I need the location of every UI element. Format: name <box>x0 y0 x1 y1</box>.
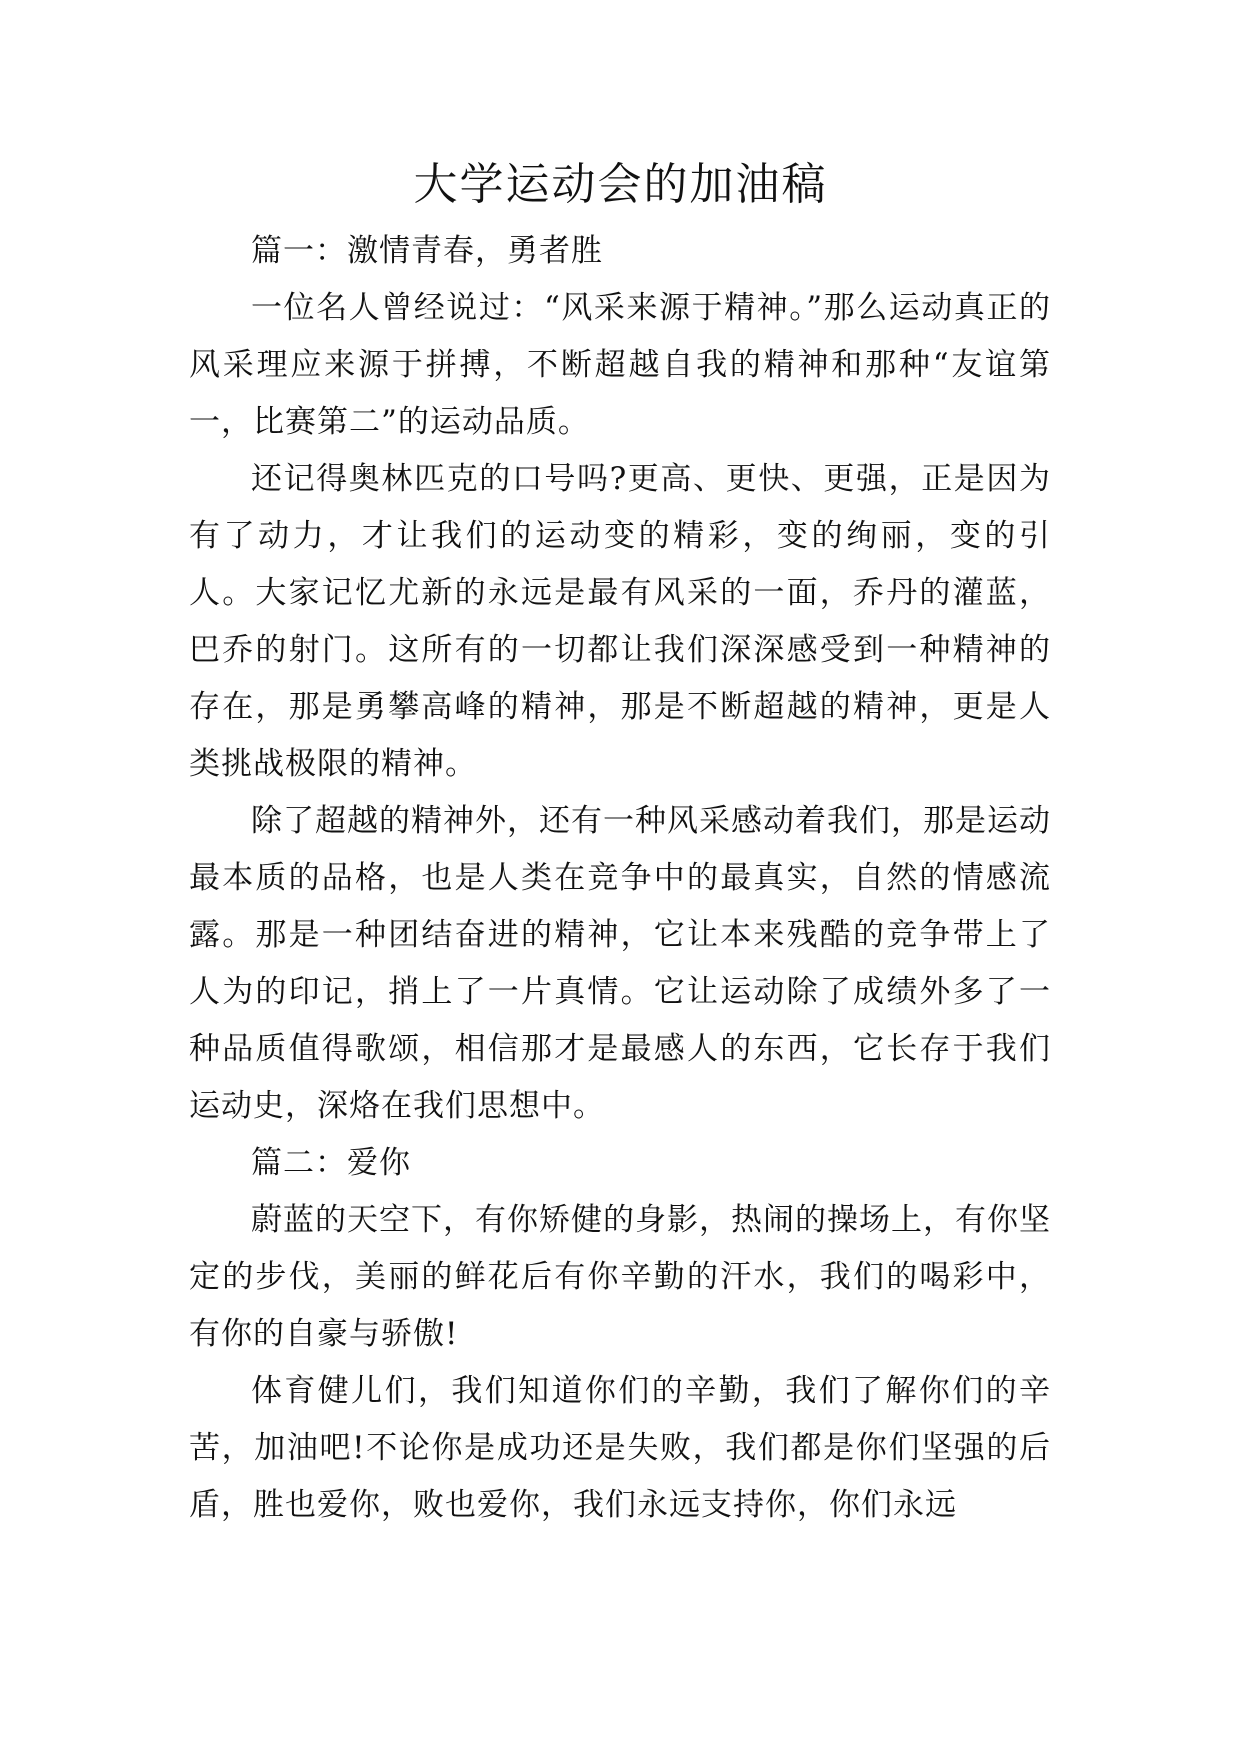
paragraph: 体育健儿们，我们知道你们的辛勤，我们了解你们的辛苦，加油吧!不论你是成功还是失败，我们都是你们坚强的后盾，胜也爱你，败也爱你，我们永远支持你，你们永远 <box>189 1373 1051 1523</box>
document-body <box>189 223 1051 1534</box>
section-heading-2: 篇二：爱你 <box>251 1145 411 1181</box>
section-heading-1: 篇一：激情青春，勇者胜 <box>251 233 603 269</box>
paragraph: 除了超越的精神外，还有一种风采感动着我们，那是运动最本质的品格，也是人类在竞争中的最真实，自然的情感流露。那是一种团结奋进的精神，它让本来残酷的竞争带上了人为的印记，捎上了一片真情。它让运动除了成绩外多了一种品质值得歌颂，相信那才是最感人的东西，它长存于我们运动史，深烙在我们思想中。 <box>189 803 1051 1124</box>
paragraph: 一位名人曾经说过：“风采来源于精神。”那么运动真正的风采理应来源于拼搏，不断超越自我的精神和那种“友谊第一，比赛第二”的运动品质。 <box>189 290 1051 440</box>
paragraph: 蔚蓝的天空下，有你矫健的身影，热闹的操场上，有你坚定的步伐，美丽的鲜花后有你辛勤的汗水，我们的喝彩中，有你的自豪与骄傲! <box>189 1202 1051 1352</box>
document-title: 大学运动会的加油稿 <box>413 159 828 210</box>
paragraph: 还记得奥林匹克的口号吗?更高、更快、更强，正是因为有了动力，才让我们的运动变的精彩，变的绚丽，变的引人。大家记忆尤新的永远是最有风采的一面，乔丹的灌蓝，巴乔的射门。这所有的一切都让我们深深感受到一种精神的存在，那是勇攀高峰的精神，那是不断超越的精神，更是人类挑战极限的精神。 <box>189 461 1051 782</box>
